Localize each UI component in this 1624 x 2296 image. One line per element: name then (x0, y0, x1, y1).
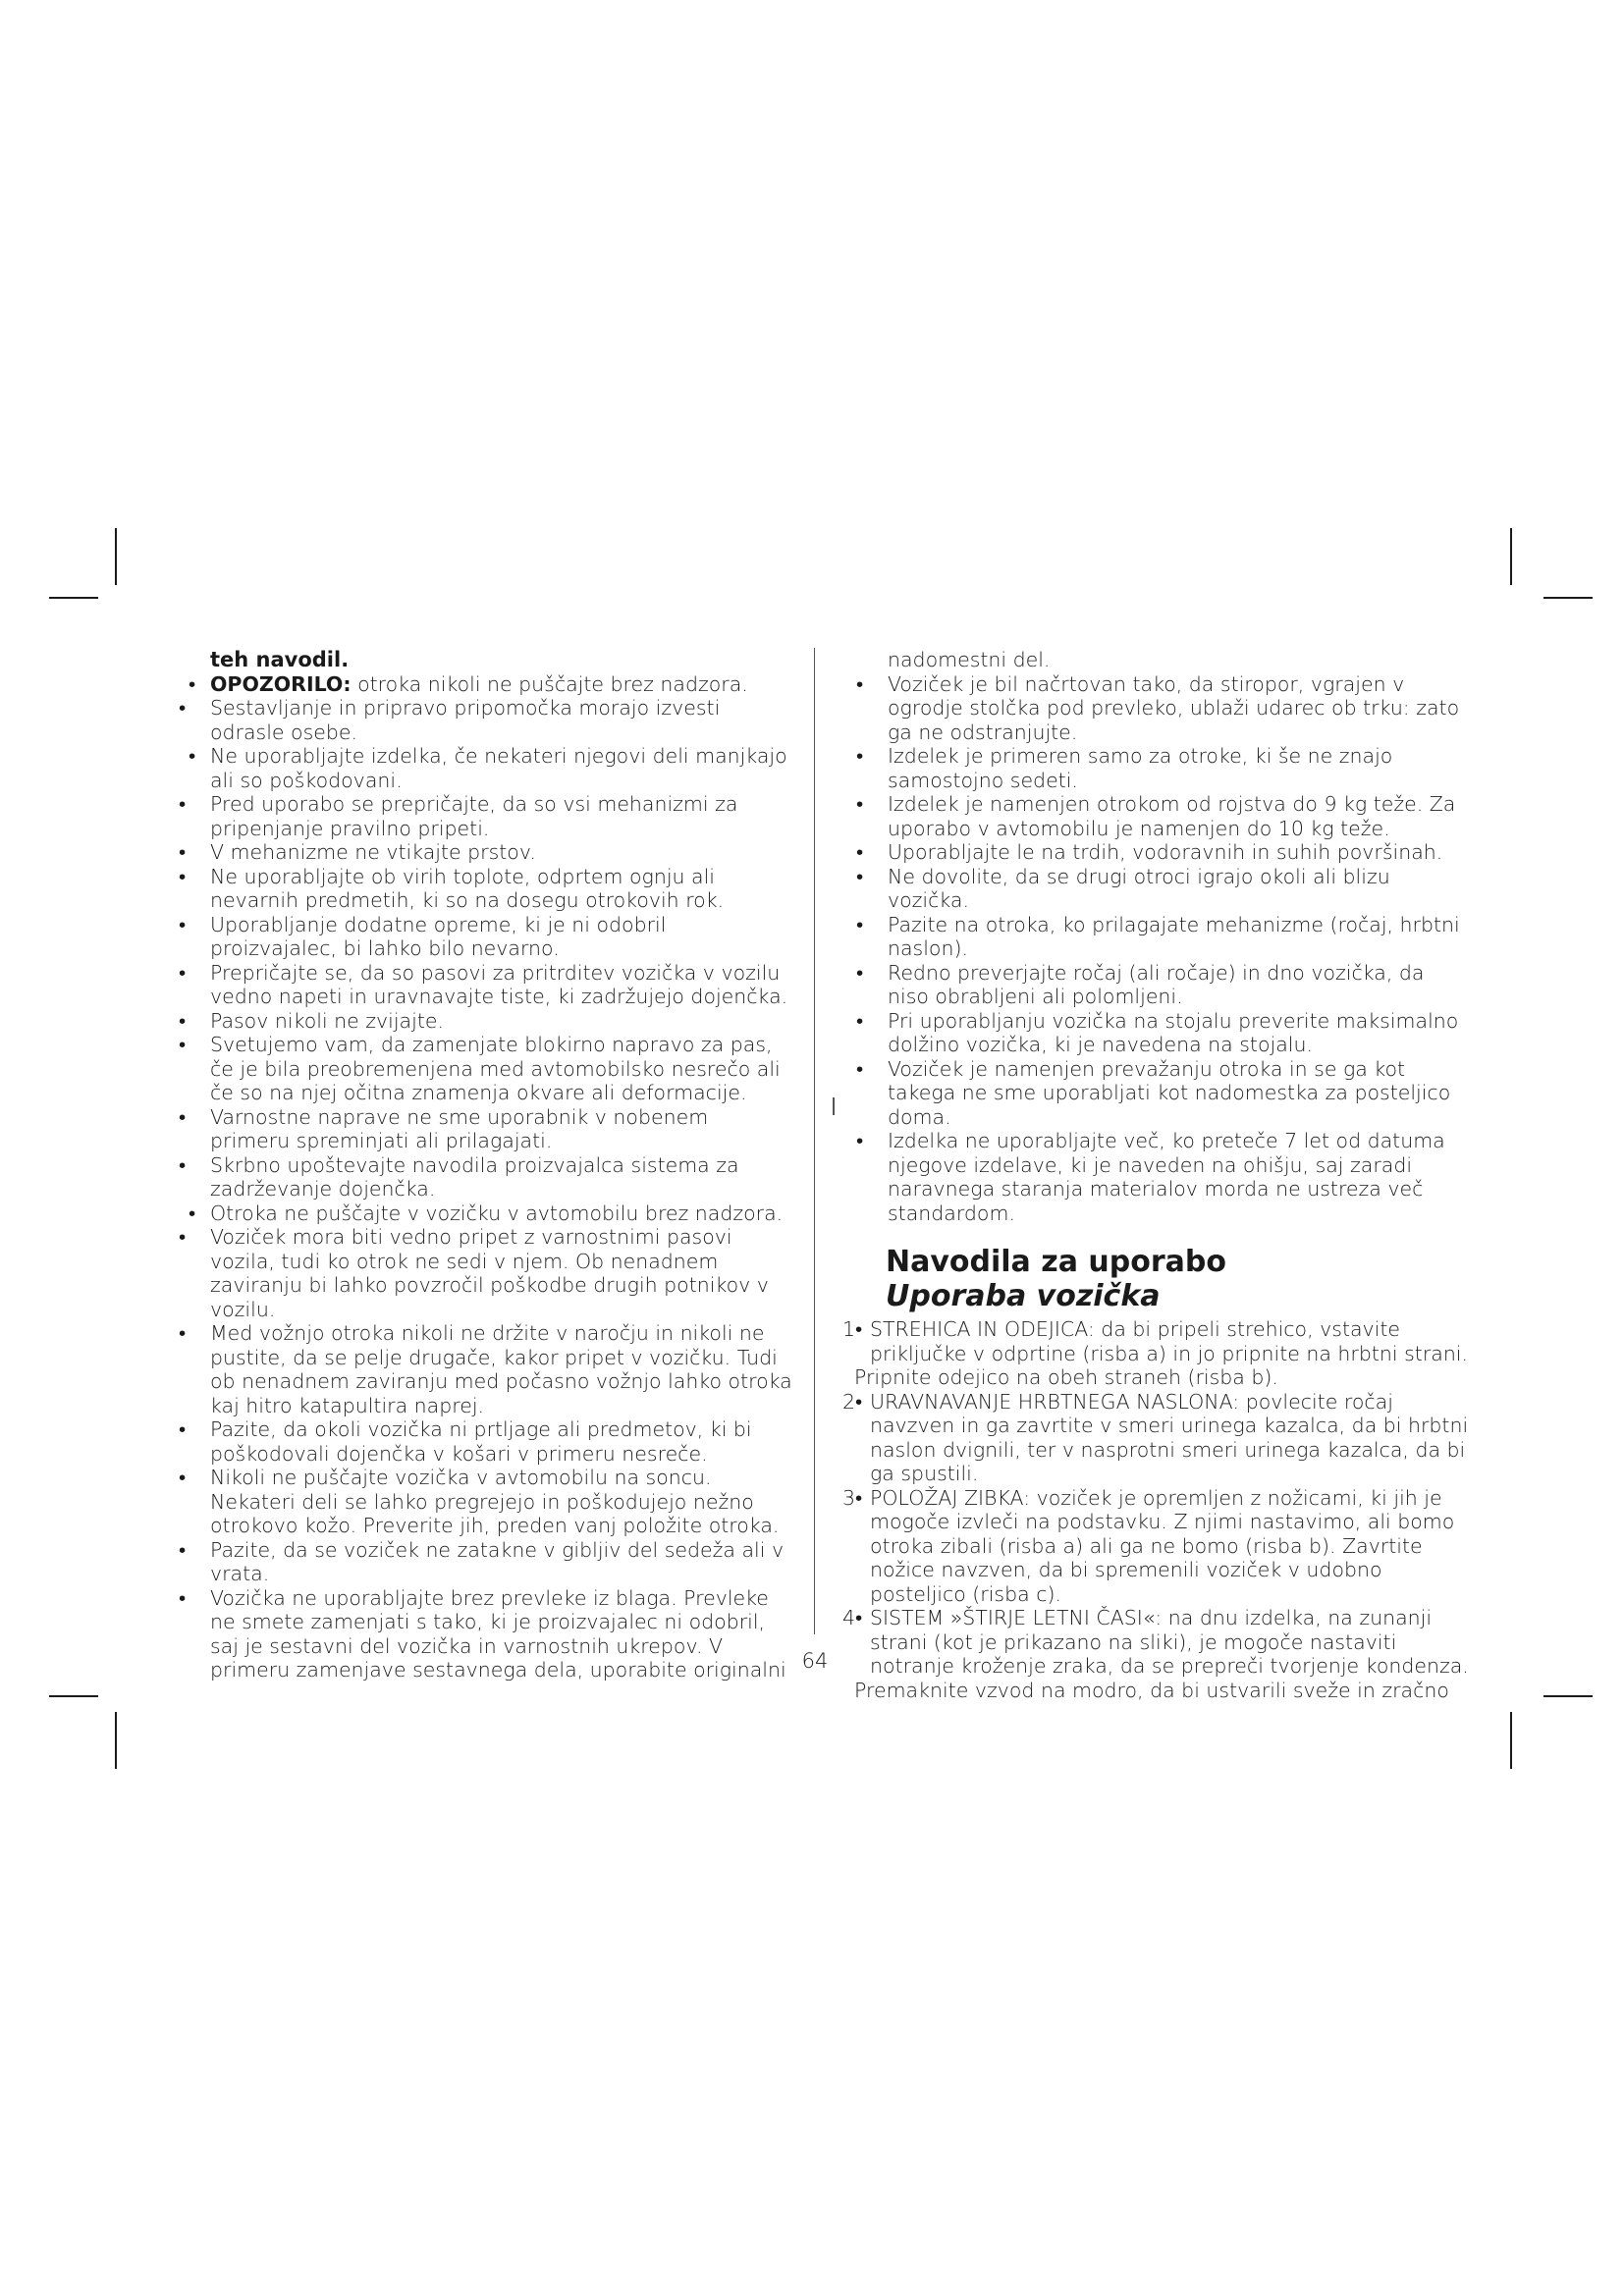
list-item-text: Nikoli ne puščajte vozička v avtomobilu na soncu. Nekateri deli se lahko pregrejejo in poškodujejo nežno otrokovo kožo. Preverite jih, preden vanj položite otroka. (210, 1466, 780, 1537)
bullet-icon: • (179, 1585, 187, 1610)
list-item-text: Uporabljanje dodatne opreme, ki je ni odobril proizvajalec, bi lahko bilo nevarno. (210, 912, 667, 960)
step-text: SISTEM »ŠTIRJE LETNI ČASI«: na dnu izdelka, na zunanji strani (kot je prikazano na sliki), je mogoče nastaviti notranje kroženje zraka, da se prepreči tvorjenje kondenza. (870, 1606, 1469, 1678)
list-item (842, 1057, 1471, 1130)
list-item-text: Prepričajte se, da so pasovi za pritrditev vozička v vozilu vedno napeti in uravnavajte tiste, ki zadržujejo dojenčka. (210, 960, 788, 1008)
list-item (842, 672, 1471, 745)
bullet-icon: • (189, 671, 196, 696)
step-continuation: Premaknite vzvod na modro, da bi ustvarili sveže in zračno (854, 1678, 1449, 1702)
list-item-text: Voziček je namenjen prevažanju otroka in se ga kot takega ne sme uporabljati kot nadomestka za posteljico doma. (888, 1056, 1451, 1129)
step-continuation: Pripnite odejico na obeh straneh (risba b). (854, 1365, 1278, 1389)
list-item (842, 913, 1471, 961)
list-item (165, 1321, 793, 1417)
page-number: 64 (801, 1649, 829, 1673)
list-item (165, 1225, 793, 1321)
crop-mark (49, 1695, 98, 1697)
bullet-icon: • (856, 1129, 864, 1152)
list-item-text: Skrbno upoštevajte navodila proizvajalca sistema za zadrževanje dojenčka. (210, 1152, 739, 1201)
warning-text: otroka nikoli ne puščajte brez nadzora. (351, 671, 748, 696)
bullet-icon: • (856, 792, 864, 816)
warning-item (165, 672, 793, 697)
list-item-text: Otroka ne puščajte v vozičku v avtomobilu brez nadzora. (210, 1201, 784, 1225)
section-subtitle: Uporaba vozička (886, 1279, 1161, 1313)
bullet-icon: • (179, 864, 187, 888)
list-item-text: Med vožnjo otroka nikoli ne držite v naročju in nikoli ne pustite, da se pelje drugače, kakor pripet v vozičku. Tudi ob nenadnem zaviranju med počasno vožnjo lahko otroka kaj hitro katapultira naprej. (210, 1321, 792, 1417)
step-number: 2• (842, 1389, 863, 1414)
step-item (842, 1390, 1471, 1486)
crop-mark (1543, 597, 1593, 599)
step-item (842, 1606, 1471, 1679)
crop-mark (49, 597, 98, 599)
bullet-icon: • (856, 840, 864, 864)
bullet-icon: • (856, 1056, 864, 1081)
continuation-text: nadomestni del. (888, 648, 1051, 671)
list-item-text: V mehanizme ne vtikajte prstov. (210, 840, 536, 864)
bullet-icon: • (179, 840, 187, 864)
list-item (842, 744, 1471, 792)
list-item (842, 865, 1471, 913)
list-item (842, 961, 1471, 1009)
step-item (842, 1486, 1471, 1607)
bullet-icon: • (179, 1008, 187, 1033)
crop-mark (1510, 1712, 1512, 1769)
bullet-icon: • (189, 744, 196, 768)
list-item (165, 1417, 793, 1466)
step-number: 4• (842, 1606, 863, 1629)
bullet-icon: • (179, 1104, 187, 1129)
step-text: STREHICA IN ODEJICA: da bi pripeli strehico, vstavite priključke v odprtine (risba a) in jo pripnite na hrbtni strani. (870, 1317, 1469, 1365)
list-item-text: Voziček mora biti vedno pripet z varnostnimi pasovi vozila, tudi ko otrok ne sedi v njem. Ob nenadnem zaviranju bi lahko povzročil poškodbe drugih potnikov v vozilu. (210, 1225, 769, 1321)
list-item (165, 1538, 793, 1586)
list-item-text: Sestavljanje in pripravo pripomočka morajo izvesti odrasle osebe. (210, 696, 721, 744)
list-item-text: Pri uporabljanju vozička na stojalu preverite maksimalno dolžino vozička, ki je navedena na stojalu. (888, 1008, 1459, 1056)
column-divider (814, 648, 815, 1634)
list-item-text: Ne dovolite, da se drugi otroci igrajo okoli ali blizu vozička. (888, 864, 1390, 912)
list-item (842, 840, 1471, 865)
list-item-text: Pred uporabo se prepričajte, da so vsi mehanizmi za pripenjanje pravilno pripeti. (210, 792, 738, 840)
crop-mark (115, 1712, 117, 1769)
bullet-icon: • (179, 1537, 187, 1562)
list-item (165, 1201, 793, 1226)
crop-mark (1543, 1695, 1593, 1697)
list-item (165, 696, 793, 744)
list-item-text: Svetujemo vam, da zamenjate blokirno napravo za pas, če je bila preobremenjena med avtomobilsko nesrečo ali če so na njej očitna znamenja okvare ali deformacije. (210, 1033, 781, 1104)
list-item-text: Ne uporabljajte izdelka, če nekateri njegovi deli manjkajo ali so poškodovani. (210, 744, 787, 792)
list-item (165, 913, 793, 961)
list-item-text: Izdelek je primeren samo za otroke, ki še ne znajo samostojno sedeti. (888, 744, 1393, 792)
list-item-text: Varnostne naprave ne sme uporabnik v nobenem primeru spreminjati ali prilagajati. (210, 1104, 709, 1152)
bullet-icon: • (856, 864, 864, 888)
list-item-text: Vozička ne uporabljajte brez prevleke iz blaga. Prevleke ne smete zamenjati s tako, ki je proizvajalec ni odobril, saj je sestavni del vozička in varnostnih ukrepov. V primeru zamenjave sestavnega dela, uporabite originalni (210, 1585, 786, 1682)
list-item (842, 1009, 1471, 1057)
crop-mark (1510, 528, 1512, 585)
step-number: 3• (842, 1485, 863, 1510)
list-item-text: Pasov nikoli ne zvijajte. (210, 1008, 444, 1033)
list-item (165, 1105, 793, 1153)
list-item-text: Pazite na otroka, ko prilagajate mehanizme (ročaj, hrbtni naslon). (888, 912, 1460, 960)
list-item (165, 744, 793, 792)
list-item (165, 1466, 793, 1538)
bullet-icon: • (856, 912, 864, 936)
step-item (842, 1317, 1471, 1365)
bullet-icon: • (179, 912, 187, 936)
list-item (165, 865, 793, 913)
bullet-icon: • (179, 1321, 187, 1345)
bullet-icon: • (179, 1152, 187, 1177)
step-number: 1• (842, 1317, 863, 1341)
crop-mark (115, 528, 117, 585)
list-item-text: Pazite, da se voziček ne zatakne v gibljiv del sedeža ali v vrata. (210, 1537, 785, 1585)
bullet-icon: • (179, 1225, 187, 1249)
bullet-icon: • (189, 1201, 196, 1225)
list-item-text: Uporabljajte le na trdih, vodoravnih in suhih površinah. (888, 840, 1443, 864)
list-item-text: Redno preverjajte ročaj (ali ročaje) in dno vozička, da niso obrabljeni ali polomljeni. (888, 960, 1425, 1008)
list-item (165, 961, 793, 1009)
list-item (842, 792, 1471, 840)
warning-label: OPOZORILO: (210, 671, 352, 696)
step-text: POLOŽAJ ZIBKA: voziček je opremljen z nožicami, ki jih je mogoče izvleči na podstavku. Z njimi nastavimo, ali bomo otroka zibali (risba a) ali ga ne bomo (risba b). Zavrtite nožice navzven, da bi spremenili voziček v udobno posteljico (risba c). (870, 1485, 1455, 1606)
list-item-text: Ne uporabljajte ob virih toplote, odprtem ognju ali nevarnih predmetih, ki so na dosegu otrokovih rok. (210, 864, 725, 912)
section-title: Navodila za uporabo (886, 1245, 1226, 1279)
bullet-icon: • (179, 792, 187, 816)
list-item (165, 1153, 793, 1201)
list-item (165, 1586, 793, 1682)
list-item (165, 1033, 793, 1105)
list-item-text: Izdelka ne uporabljajte več, ko preteče 7 let od datuma njegove izdelave, ki je naveden na ohišju, saj zaradi naravnega staranja materialov morda ne ustreza več standardom. (888, 1129, 1445, 1225)
bullet-icon: • (856, 744, 864, 768)
bullet-icon: • (856, 1008, 864, 1033)
bullet-icon: • (179, 1033, 187, 1056)
bullet-icon: • (179, 696, 187, 720)
bullet-icon: • (856, 960, 864, 985)
list-item-text: Izdelek je namenjen otrokom od rojstva do 9 kg teže. Za uporabo v avtomobilu je namenjen do 10 kg teže. (888, 792, 1456, 840)
bullet-icon: • (179, 960, 187, 985)
margin-revision-mark (833, 1097, 835, 1115)
right-column (842, 648, 1471, 1702)
list-item (165, 792, 793, 840)
bullet-icon: • (856, 671, 864, 696)
heading-continuation: teh navodil. (210, 648, 350, 671)
bullet-icon: • (179, 1417, 187, 1441)
left-column (165, 648, 793, 1682)
bullet-icon: • (179, 1466, 187, 1489)
list-item (165, 1009, 793, 1034)
list-item-text: Pazite, da okoli vozička ni prtljage ali predmetov, ki bi poškodovali dojenčka v košari v primeru nesreče. (210, 1417, 752, 1466)
list-item (842, 1129, 1471, 1225)
list-item-text: Voziček je bil načrtovan tako, da stiropor, vgrajen v ogrodje stolčka pod prevleko, ublaži udarec ob trku: zato ga ne odstranjujte. (888, 671, 1460, 744)
step-text: URAVNAVANJE HRBTNEGA NASLONA: povlecite ročaj navzven in ga zavrtite v smeri urinega kazalca, da bi hrbtni naslon dvignili, ter v nasprotni smeri urinega kazalca, da bi ga spustili. (870, 1389, 1469, 1485)
list-item (165, 840, 793, 865)
